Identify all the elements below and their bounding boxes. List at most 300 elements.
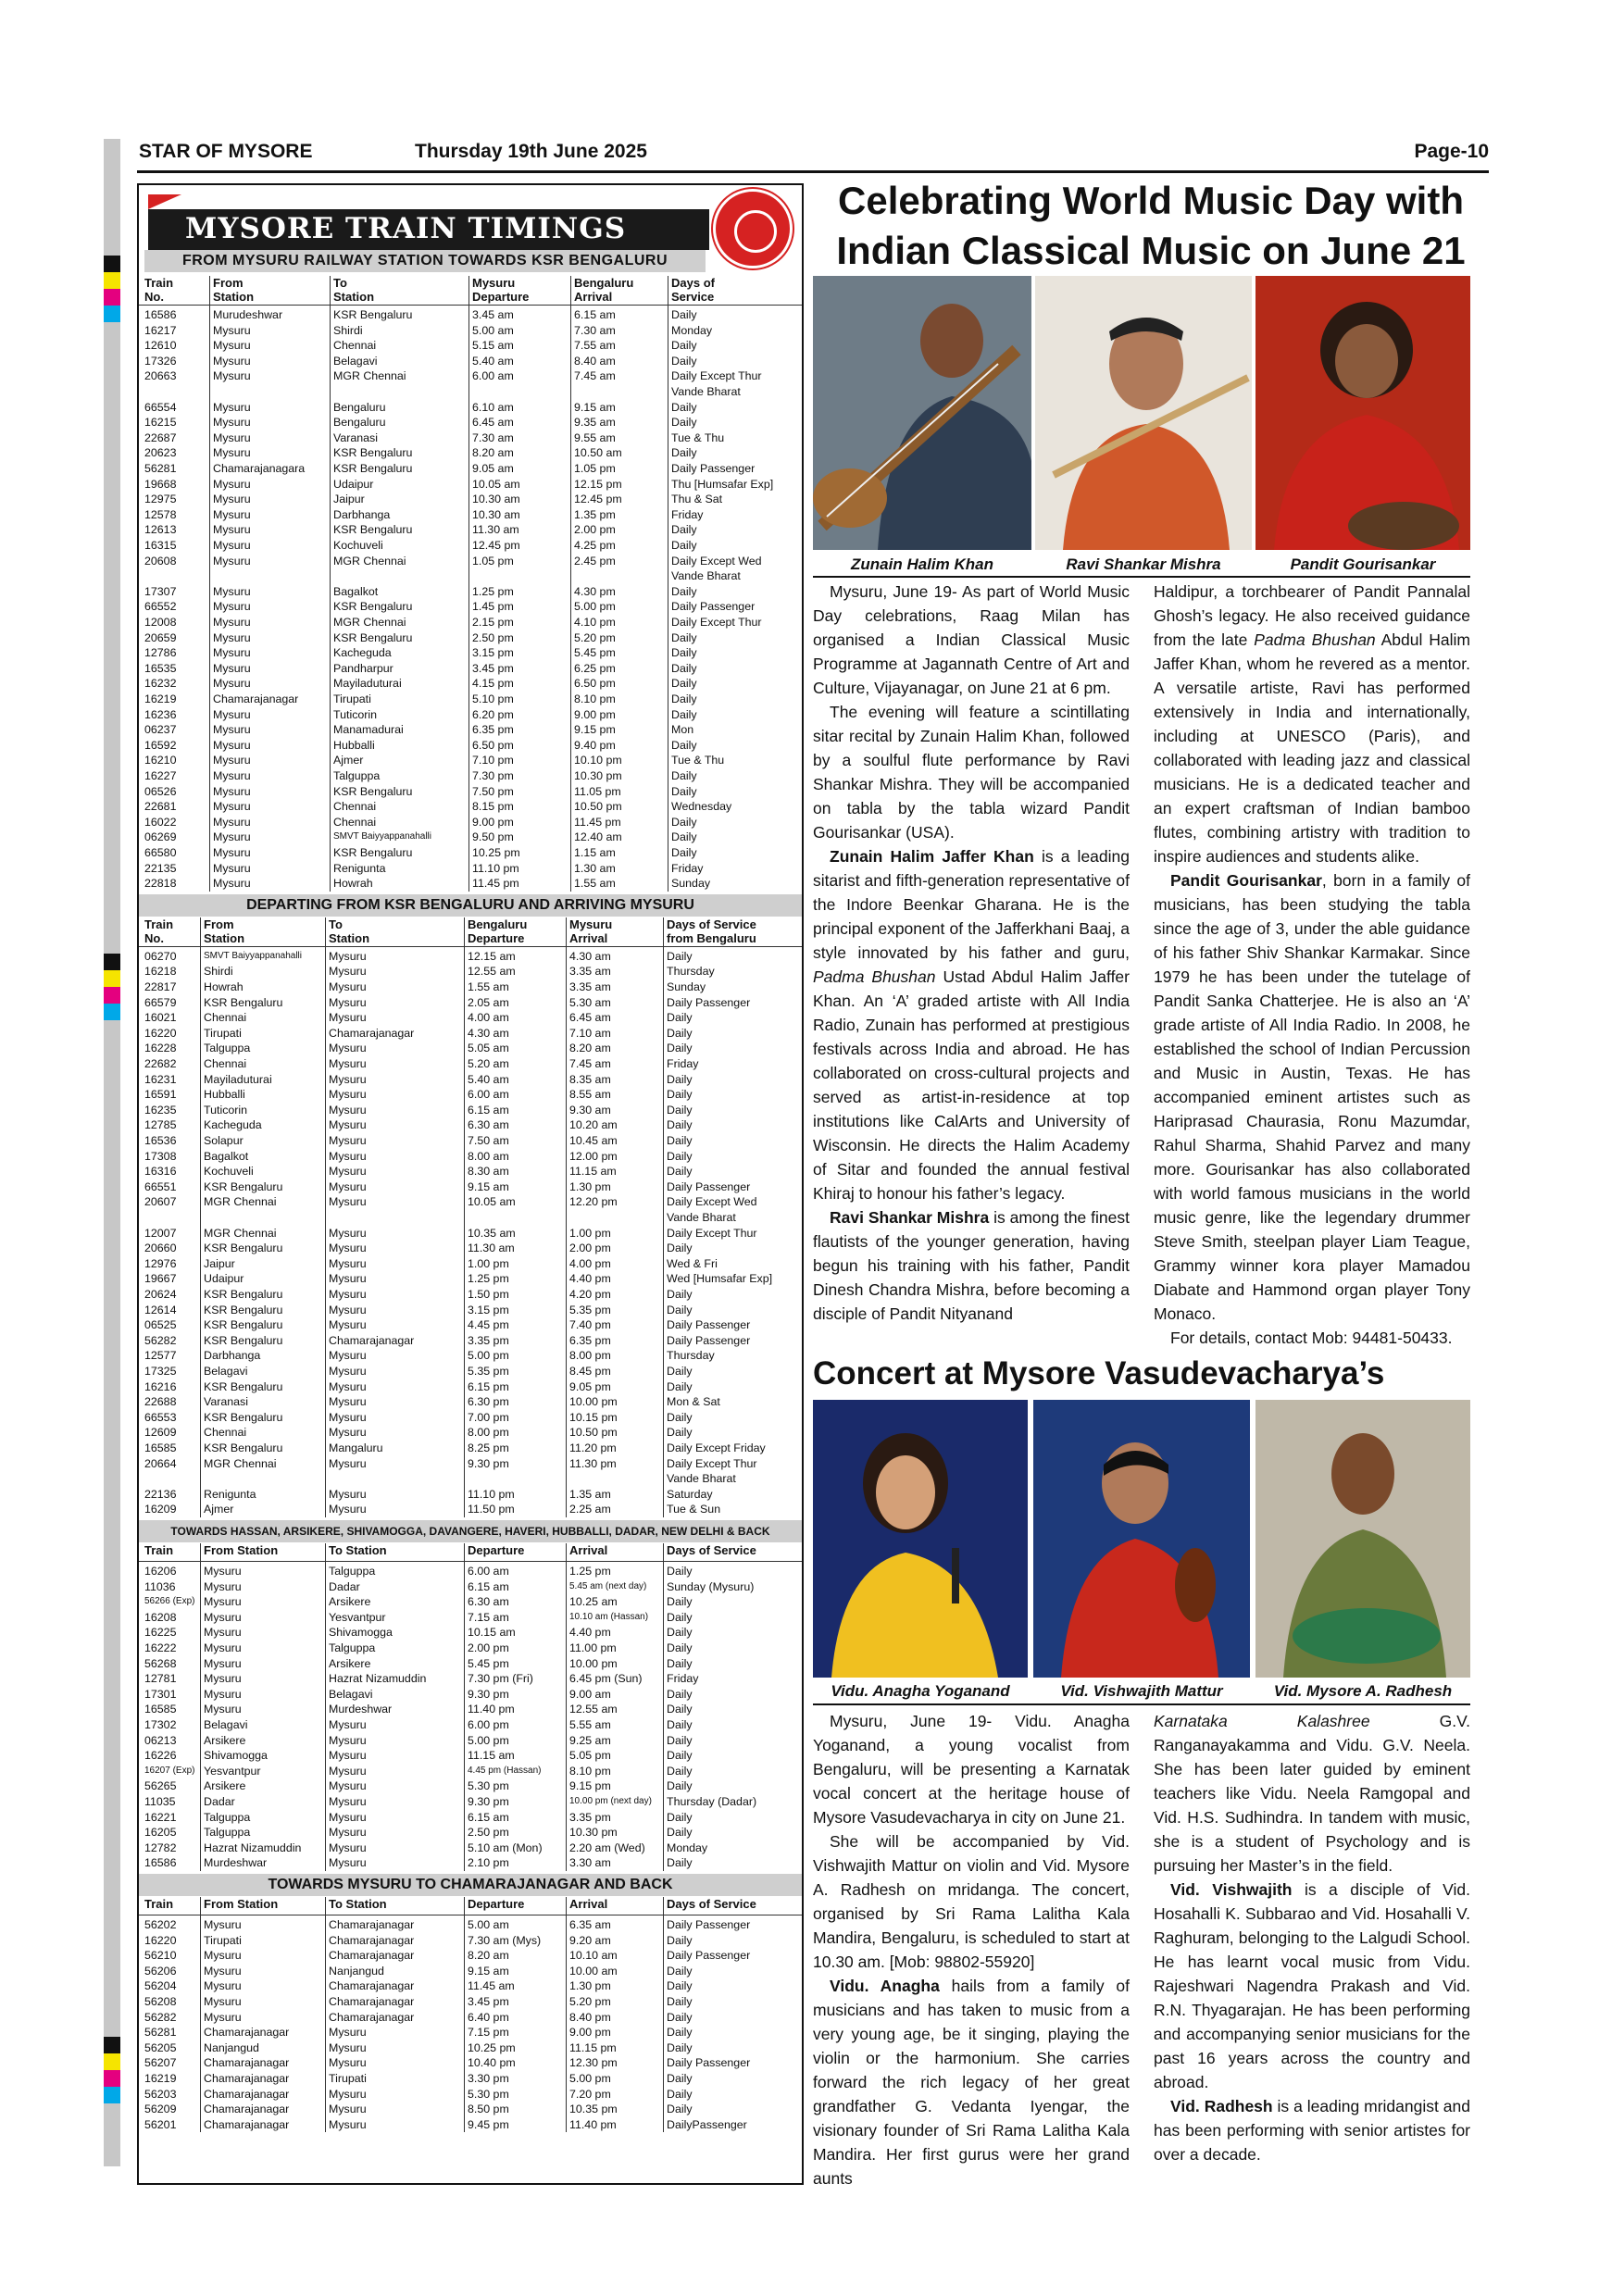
table-cell: Hazrat Nizamuddin [329, 1672, 427, 1686]
column-rule [663, 1543, 664, 1871]
table-cell: Daily Except Thur [667, 1226, 757, 1240]
table-header [139, 917, 802, 947]
table-cell: Daily [667, 1379, 693, 1393]
table-cell: Kochuveli [204, 1165, 254, 1179]
column-header: Days of Service [667, 1897, 756, 1911]
table-row [139, 1072, 802, 1088]
table-row [139, 368, 802, 384]
table-cell: 8.25 pm [468, 1441, 509, 1454]
table-row [139, 1964, 802, 1979]
column-header: Departure [468, 1543, 525, 1557]
table-cell: Mysuru [329, 2117, 367, 2131]
table-cell: Mysuru [329, 1103, 367, 1117]
page-number: Page-10 [1414, 141, 1489, 162]
table-cell: Daily [667, 1242, 693, 1255]
table-cell: Tue & Thu [671, 430, 725, 444]
table-cell: Daily [667, 1072, 693, 1086]
table-row [139, 1271, 802, 1287]
table-cell: 7.40 pm [569, 1318, 611, 1332]
table-row [139, 615, 802, 630]
table-row [139, 1687, 802, 1703]
table-cell: Mysuru [213, 784, 251, 798]
table-cell: 4.15 pm [472, 677, 514, 691]
table-cell: 16226 [144, 1749, 177, 1763]
photo-caption: Zunain Halim Khan [851, 555, 993, 573]
table-cell: 8.00 am [468, 1149, 509, 1163]
table-cell: Shirdi [333, 323, 363, 337]
table-cell: 3.35 am [569, 965, 611, 979]
table-cell: Hubballi [333, 738, 375, 752]
table-cell: 10.15 am [468, 1626, 516, 1640]
table-row [139, 768, 802, 784]
table-cell: 11036 [144, 1579, 176, 1593]
table-cell: Solapur [204, 1133, 244, 1147]
table-cell: 16219 [144, 693, 177, 705]
table-cell: Mysuru [329, 2056, 367, 2070]
table-cell: 5.05 am [468, 1042, 509, 1055]
table-cell: 9.15 am [468, 1964, 509, 1978]
table-cell: KSR Bengaluru [204, 1441, 283, 1454]
table-cell: 4.40 pm [569, 1626, 611, 1640]
table-cell: 12782 [144, 1841, 177, 1854]
table-cell: Darbhanga [333, 507, 391, 521]
table-cell: 6.45 pm (Sun) [569, 1672, 643, 1686]
table-cell: Daily Passenger [667, 1918, 751, 1931]
table-cell: Bagalkot [204, 1149, 249, 1163]
table-cell: 12578 [144, 507, 177, 521]
table-row [139, 599, 802, 615]
table-row [139, 492, 802, 507]
table-cell: 16227 [144, 769, 177, 782]
table-cell: Daily [671, 738, 697, 752]
table-cell: Daily [667, 1303, 693, 1316]
table-cell: Arsikere [329, 1595, 371, 1609]
photo-caption: Vid. Vishwajith Mattur [1060, 1682, 1223, 1700]
table-cell: KSR Bengaluru [333, 446, 413, 460]
table-cell: Mysuru [329, 1426, 367, 1440]
table-cell: 10.05 am [468, 1195, 516, 1209]
table-cell: 11.10 pm [472, 861, 519, 875]
header-rule [139, 1561, 802, 1562]
table-row [139, 1933, 802, 1949]
table-cell: 12008 [144, 616, 177, 629]
table-cell: 6.35 pm [569, 1333, 611, 1347]
table-cell: 17326 [144, 354, 177, 368]
table-cell: 9.15 pm [574, 723, 616, 737]
table-cell: 56201 [144, 2117, 177, 2131]
table-cell: Daily [667, 1011, 693, 1025]
table-row [139, 1748, 802, 1764]
table-cell: Mysuru [329, 1056, 367, 1070]
table-cell: Daily Passenger [671, 462, 756, 475]
table-cell: 16235 [144, 1103, 177, 1117]
table-cell: Mysuru [204, 1672, 242, 1686]
table-cell: 10.50 am [574, 446, 622, 460]
table-cell: Shivamogga [329, 1626, 393, 1640]
table-cell: 6.00 am [472, 369, 514, 383]
table-cell: 2.10 pm [468, 1856, 509, 1870]
table-cell: Mysuru [213, 646, 251, 660]
banner-title: MYSORE TRAIN TIMINGS [185, 212, 627, 245]
table-cell: Wed [Humsafar Exp] [667, 1272, 773, 1286]
table-row [139, 1348, 802, 1364]
table-cell: Daily [667, 1287, 693, 1301]
table-cell: 17301 [144, 1687, 177, 1701]
table-cell: Daily [667, 1103, 693, 1117]
table-cell: 56265 [144, 1779, 177, 1793]
table-row [139, 1948, 802, 1964]
table-row [139, 995, 802, 1011]
table-cell: 6.30 pm [468, 1395, 509, 1409]
table-cell: Daily Except Wed [671, 554, 762, 568]
table-cell: Mysuru [213, 507, 251, 521]
table-cell: 56282 [144, 2010, 177, 2024]
table-cell: Chamarajanagar [329, 1995, 415, 2008]
table-cell: 8.30 am [468, 1165, 509, 1179]
table-cell: 20660 [144, 1242, 177, 1255]
table-row [139, 1594, 802, 1610]
table-cell: Daily [667, 1779, 693, 1793]
table-cell: 9.45 pm [468, 2117, 509, 2131]
table-cell: Daily [667, 1826, 693, 1840]
table-cell: Mysuru [204, 1595, 242, 1609]
section-title-chamarajanagar-route: TOWARDS MYSURU TO CHAMARAJANAGAR AND BACK [139, 1874, 802, 1896]
table-cell: Daily [667, 1595, 693, 1609]
table-cell: 16207 (Exp) [144, 1765, 195, 1776]
table-row [139, 1825, 802, 1841]
table-cell: 11.00 pm [569, 1641, 617, 1654]
table-cell: Mon [671, 723, 694, 737]
table-row [139, 692, 802, 707]
column-rule [663, 917, 664, 1517]
table-cell: Daily [671, 416, 697, 430]
table-row [139, 1056, 802, 1072]
table-cell: 10.15 pm [569, 1410, 618, 1424]
table-cell: Chamarajanagar [329, 1918, 415, 1931]
table-cell: 16220 [144, 1026, 177, 1040]
table-cell: Sunday [671, 877, 711, 891]
table-cell: 66551 [144, 1179, 177, 1193]
table-cell: 9.25 am [569, 1733, 611, 1747]
table-cell: 7.30 am [472, 430, 514, 444]
table-cell: 11.15 pm [569, 2040, 617, 2054]
table-cell: Daily [667, 1995, 693, 2008]
table-cell: Mayiladuturai [204, 1072, 272, 1086]
table-cell: 11.20 pm [569, 1441, 617, 1454]
table-cell: 2.15 pm [472, 616, 514, 629]
table-cell: 56202 [144, 1918, 177, 1931]
table-cell: 5.15 am [472, 339, 514, 353]
table-row [139, 584, 802, 600]
column-rule [200, 1543, 201, 1871]
table-cell: Mysuru [213, 523, 251, 537]
table-cell: 12.20 pm [569, 1195, 618, 1209]
table-cell: 16536 [144, 1133, 177, 1147]
table-row [139, 1471, 802, 1487]
table-cell: 16591 [144, 1088, 177, 1102]
photo-pandit-gourisankar [1255, 276, 1470, 550]
table-cell: Tirupati [204, 1933, 242, 1947]
table-cell: 3.30 am [569, 1856, 611, 1870]
table-cell: Kochuveli [333, 539, 383, 552]
table-cell: Chennai [204, 1056, 247, 1070]
table-cell: MGR Chennai [333, 616, 406, 629]
table-cell: Daily [671, 707, 697, 721]
table-cell: 2.00 pm [574, 523, 616, 537]
column-rule [209, 276, 210, 892]
column-header: Mysuru Arrival [569, 917, 613, 945]
table-cell: 11.40 pm [569, 2117, 617, 2131]
table-cell: 22135 [144, 861, 177, 875]
headline-line2: Indian Classical Music on June 21 [836, 229, 1466, 272]
table-cell: 2.25 am [569, 1503, 611, 1516]
table-cell: Daily Passenger [671, 600, 756, 614]
table-row [139, 1502, 802, 1517]
table-cell: 10.30 am [472, 507, 520, 521]
table-cell: Talguppa [333, 769, 381, 782]
table-cell: 3.15 pm [472, 646, 514, 660]
table-cell: 7.30 pm [472, 769, 514, 782]
table-row [139, 845, 802, 861]
table-row [139, 1026, 802, 1042]
table-cell: Mysuru [329, 1856, 367, 1870]
table-row [139, 384, 802, 400]
table-row [139, 1994, 802, 2010]
table-cell: Daily [671, 446, 697, 460]
table-row [139, 1117, 802, 1133]
table-cell: Chamarajanagar [204, 2056, 290, 2070]
column-rule [464, 1543, 465, 1871]
table-cell: 16206 [144, 1565, 177, 1578]
table-cell: Mysuru [213, 846, 251, 859]
table-cell: Mysuru [213, 554, 251, 568]
table-cell: 9.00 pm [574, 707, 616, 721]
table-row [139, 980, 802, 995]
table-cell: Mysuru [329, 1072, 367, 1086]
table-cell: Arsikere [204, 1733, 246, 1747]
table-cell: 16205 [144, 1826, 177, 1840]
table-cell: Mysuru [329, 995, 367, 1009]
table-cell: 11.45 am [468, 1979, 515, 1993]
table-cell: Mysuru [213, 600, 251, 614]
table-cell: KSR Bengaluru [204, 1318, 283, 1332]
table-row [139, 1133, 802, 1149]
table-cell: Daily [671, 539, 697, 552]
table-cell: Mysuru [329, 1272, 367, 1286]
table-cell: Nanjangud [204, 2040, 259, 2054]
table-cell: 8.20 am [472, 446, 514, 460]
table-cell: 6.50 pm [472, 738, 514, 752]
table-row [139, 722, 802, 738]
table-row [139, 738, 802, 754]
table-cell: 6.00 am [468, 1088, 509, 1102]
column-rule [200, 917, 201, 1517]
table-cell: Vande Bharat [667, 1210, 736, 1224]
page-header [137, 141, 1489, 168]
table-cell: 16231 [144, 1072, 177, 1086]
table-header [139, 276, 802, 306]
table-header [139, 1897, 802, 1915]
table-cell: MGR Chennai [333, 369, 406, 383]
table-cell: 7.50 am [468, 1133, 509, 1147]
table-cell: 8.45 pm [569, 1364, 611, 1378]
table-cell: 56281 [144, 462, 177, 475]
table-cell: 8.00 pm [468, 1426, 509, 1440]
table-cell: Talguppa [329, 1565, 376, 1578]
registration-mark-cyan [104, 1004, 120, 1020]
table-cell: Mysuru [213, 723, 251, 737]
column-rule [468, 276, 469, 892]
table-cell: 8.00 pm [569, 1349, 611, 1363]
table-cell: Daily Passenger [667, 1949, 751, 1963]
table-cell: Mysuru [329, 1256, 367, 1270]
table-cell: 5.40 am [468, 1072, 509, 1086]
table-cell: 56208 [144, 1995, 177, 2008]
table-cell: 66580 [144, 846, 177, 859]
table-cell: 17307 [144, 584, 177, 598]
table-cell: 10.45 am [569, 1133, 618, 1147]
table-cell: 5.45 pm [574, 646, 616, 660]
table-cell: 10.30 am [472, 493, 520, 506]
table-cell: Daily [667, 1764, 693, 1778]
table-cell: 1.30 pm [569, 1979, 611, 1993]
table-cell: Monday [671, 323, 713, 337]
table-cell: 10.50 pm [574, 800, 622, 814]
table-cell: Daily [671, 815, 697, 829]
table-cell: Mon & Sat [667, 1395, 720, 1409]
table-cell: Belagavi [329, 1687, 373, 1701]
table-cell: Tuticorin [333, 707, 378, 721]
column-rule [663, 1897, 664, 2132]
column-header: Mysuru Departure [472, 276, 530, 304]
table-cell: Daily [667, 1118, 693, 1132]
column-header: Arrival [569, 1897, 608, 1911]
table-cell: Daily [667, 1810, 693, 1824]
registration-mark-magenta [104, 289, 120, 306]
table-cell: 7.50 pm [472, 784, 514, 798]
table-cell: Chamarajanagar [204, 2117, 290, 2131]
table-cell: 8.20 am [569, 1042, 611, 1055]
table-row [139, 1733, 802, 1749]
table-cell: 56266 (Exp) [144, 1596, 195, 1607]
table-cell: 20608 [144, 554, 177, 568]
table-cell: Daily Except Thur [667, 1456, 757, 1470]
table-row [139, 1425, 802, 1441]
registration-mark-yellow [104, 2053, 120, 2070]
table-cell: Kacheguda [333, 646, 392, 660]
table-cell: Daily [667, 1641, 693, 1654]
table-cell: Daily Passenger [667, 1318, 751, 1332]
table-cell: Daily [671, 630, 697, 644]
table-cell: KSR Bengaluru [333, 846, 413, 859]
table-cell: 9.55 am [574, 430, 616, 444]
table-cell: Mysuru [213, 861, 251, 875]
registration-mark-black [104, 954, 120, 970]
photo-caption: Vidu. Anagha Yoganand [831, 1682, 1010, 1700]
table-cell: 16592 [144, 738, 177, 752]
table-row [139, 1855, 802, 1871]
table-cell: Daily Passenger [667, 1179, 751, 1193]
table-cell: Chennai [333, 339, 377, 353]
table-cell: 5.20 pm [574, 630, 616, 644]
header-rule [137, 170, 1489, 173]
table-cell: 9.30 pm [468, 1795, 509, 1808]
table-cell: Mysuru [329, 2087, 367, 2101]
table-cell: Mysuru [213, 493, 251, 506]
table-cell: Renigunta [333, 861, 386, 875]
table-row [139, 430, 802, 446]
table-cell: Mysuru [329, 1118, 367, 1132]
table-cell: Mysuru [329, 1810, 367, 1824]
table-row [139, 2117, 802, 2133]
table-cell: 6.45 am [472, 416, 514, 430]
table-cell: 6.35 pm [472, 723, 514, 737]
table-cell: Talguppa [204, 1810, 251, 1824]
table-cell: 12976 [144, 1256, 177, 1270]
table-cell: 1.35 am [569, 1487, 611, 1501]
table-cell: Jaipur [333, 493, 365, 506]
registration-mark-black [104, 2037, 120, 2053]
table-cell: 5.00 pm [468, 1733, 509, 1747]
table-cell: Mysuru [329, 1841, 367, 1854]
table-cell: Thursday [667, 1349, 715, 1363]
table-cell: 16232 [144, 677, 177, 691]
table-cell: Mysuru [204, 1964, 242, 1978]
table-row [139, 1226, 802, 1242]
table-cell: Mysuru [213, 339, 251, 353]
table-cell: Mysuru [329, 1779, 367, 1793]
table-cell: 6.15 am [468, 1579, 509, 1593]
table-cell: 10.30 pm [569, 1826, 618, 1840]
table-cell: 12786 [144, 646, 177, 660]
table-cell: 5.00 pm [569, 2072, 611, 2085]
table-cell: 1.05 pm [574, 462, 616, 475]
table-cell: Mysuru [329, 1042, 367, 1055]
table-row [139, 415, 802, 430]
table-cell: Daily [667, 1426, 693, 1440]
table-cell: 5.45 pm [468, 1656, 509, 1670]
table-cell: 7.45 am [574, 369, 616, 383]
table-cell: Mysuru [329, 1149, 367, 1163]
table-row [139, 1794, 802, 1810]
table-cell: Mysuru [204, 1995, 242, 2008]
table-row [139, 1671, 802, 1687]
table-cell: 06213 [144, 1733, 177, 1747]
table-cell: 10.25 pm [472, 846, 520, 859]
table-cell: Bagalkot [333, 584, 379, 598]
table-cell: 56206 [144, 1964, 177, 1978]
table-cell: 2.20 am (Wed) [569, 1841, 645, 1854]
table-cell: 22817 [144, 980, 177, 993]
table-cell: Daily Passenger [667, 995, 751, 1009]
table-cell: Chamarajanagar [204, 2072, 290, 2085]
table-cell: Udaipur [333, 477, 374, 491]
table-row [139, 1241, 802, 1256]
table-cell: Daily [671, 661, 697, 675]
table-cell: 4.45 pm (Hassan) [468, 1765, 542, 1776]
column-rule [566, 917, 567, 1517]
photo-mysore-radhesh [1255, 1400, 1470, 1678]
table-cell: KSR Bengaluru [204, 1303, 283, 1316]
table-cell: Mysuru [329, 1088, 367, 1102]
headline-line1: Celebrating World Music Day with [838, 179, 1464, 222]
column-rule [200, 1897, 201, 2132]
table-cell: 4.00 am [468, 1011, 509, 1025]
table-cell: Mysuru [213, 707, 251, 721]
table-cell: 11.05 pm [574, 784, 621, 798]
table-cell: Mysuru [329, 1165, 367, 1179]
article2-column1: Mysuru, June 19- Vidu. Anagha Yoganand, a young vocalist from Bengaluru, will be presenting a Karnatak vocal concert at the heritage house of Mysore Vasudevacharya in city on June 21. She will be accompanied by Vid. Vishwajith Mattur on violin and Vid. Mysore A. Radhesh on mridanga. The concert, organised by Sri Rama Lalitha Kala Mandira, Bengaluru, is scheduled to start at 10.30 am. [Mob: 98802-55920] Vidu. Anagha hails from a family of musicians and has taken to music from a very young age, be it singing, playing the violin or the harmonium. She carries forward the rich legacy of her great grandfather G. Vedanta Iyengar, the visionary founder of Sri Rama Lalitha Kala Mandira. Her first gurus were her grand aunts [813, 1712, 1130, 2188]
